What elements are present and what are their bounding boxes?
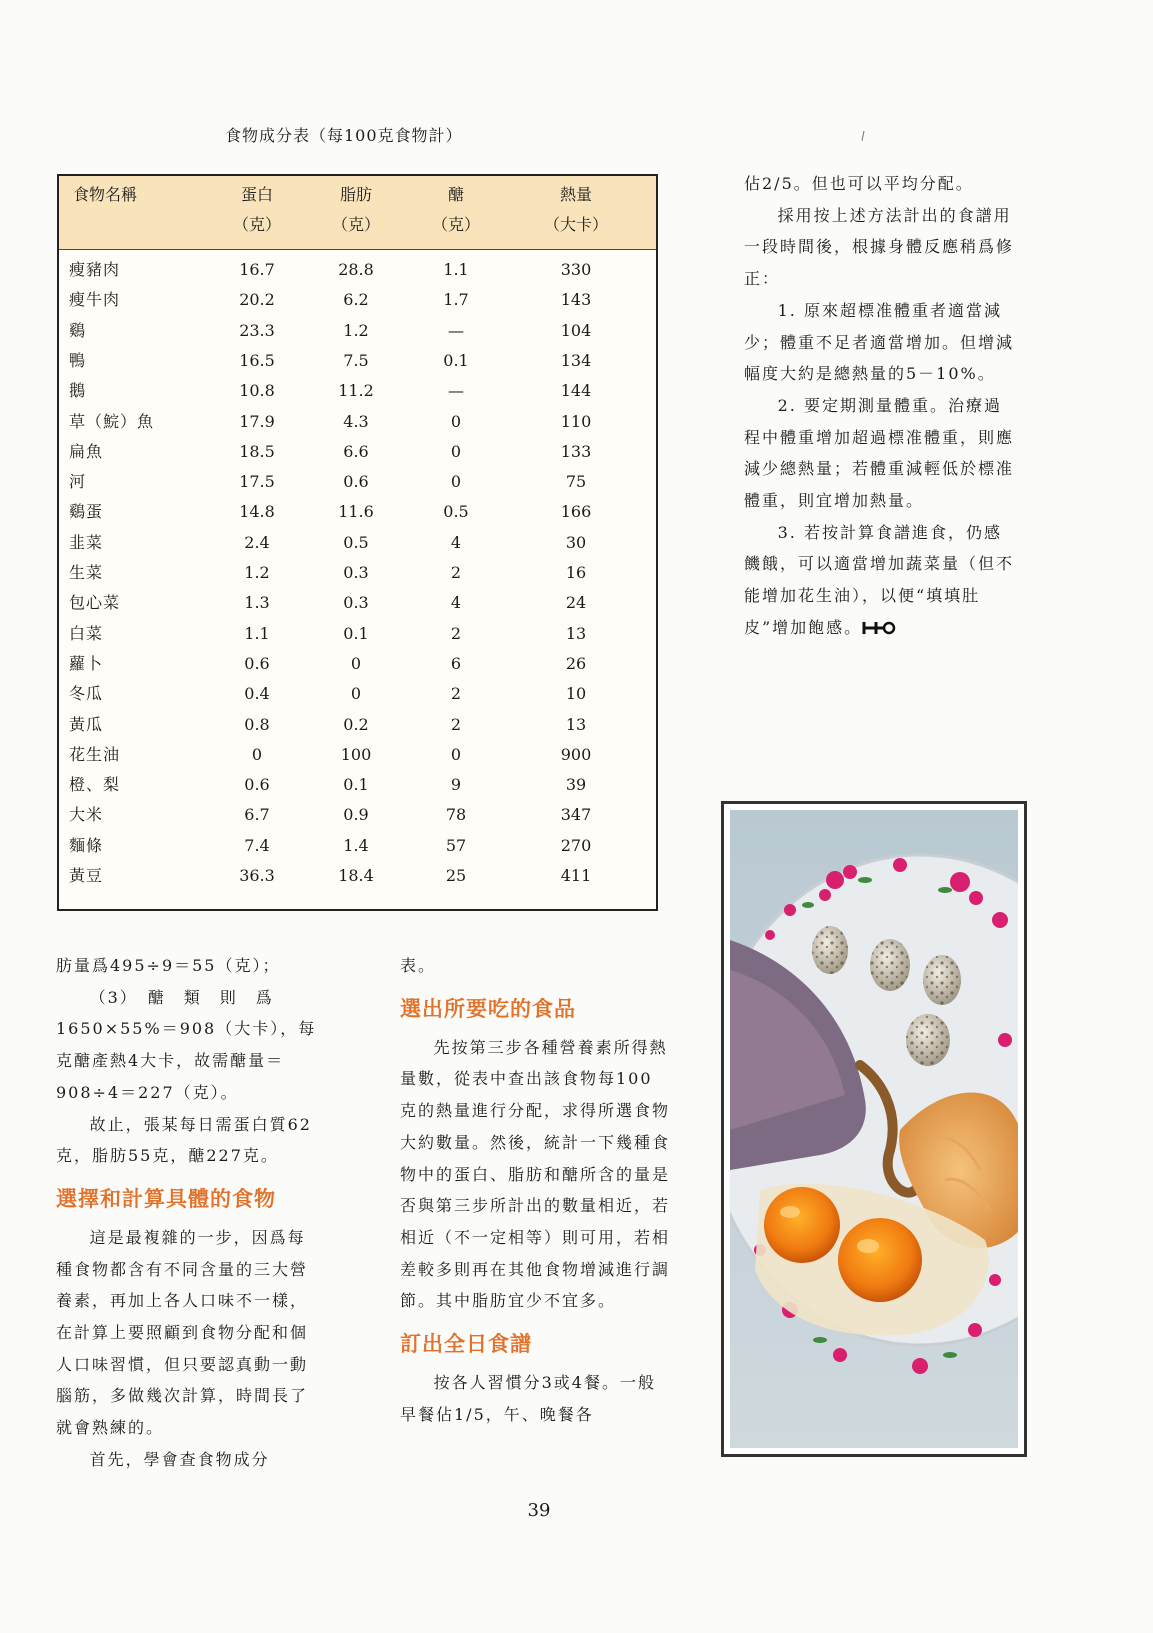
calories-cell: 39 [565,775,587,795]
food-name-cell: 包心菜 [69,593,121,613]
header-protein-label: 蛋白 [240,185,273,204]
protein-cell: 17.9 [239,411,275,431]
page-number: 39 [527,1500,551,1521]
table-row [59,587,656,619]
end-of-article-icon [862,620,896,636]
fat-cell: 0.3 [343,563,369,582]
food-name-cell: 鵝 [69,381,87,401]
header-fat [313,180,399,240]
calories-cell: 110 [560,411,592,431]
fat-cell: 0.1 [343,623,369,643]
fat-cell: 28.8 [338,260,374,279]
food-name-cell: 鷄蛋 [69,502,104,522]
paragraph: 2. 要定期測量體重。治療過程中體重增加超過標准體重，則應減少總熱量；若體重減輕低於標准體重，則宜增加熱量。 [744,395,1015,511]
paragraph: （3） 醣 類 則 爲1650×55%＝908（大卡），每克醣產熱4大卡，故需醣量＝908÷4＝227（克）。 [56,987,317,1102]
calories-cell: 270 [560,835,592,855]
food-name-cell: 黃瓜 [69,714,104,734]
food-photo [721,801,1027,1457]
section-heading: 選出所要吃的食品 [400,996,576,1021]
food-name-cell: 橙、梨 [69,775,121,795]
table-row [59,830,656,862]
calories-cell: 143 [560,290,592,310]
table-row [59,284,656,316]
sugar-cell: — [448,381,464,401]
fat-cell: 0 [350,653,362,673]
protein-cell: 0 [251,744,263,764]
table-row [59,436,656,468]
fat-cell: 11.6 [338,502,374,522]
calories-cell: 13 [565,623,587,643]
table-row [59,466,656,498]
paragraph: 肪量爲495÷9＝55（克）； [56,956,281,975]
fat-cell: 6.2 [343,290,369,310]
calories-cell: 411 [560,866,592,885]
fat-cell: 11.2 [338,381,374,401]
stray-mark-icon [860,130,866,142]
calories-cell: 75 [565,472,587,492]
fat-cell: 6.6 [343,441,369,461]
header-fat-label: 脂肪 [339,185,372,204]
sugar-cell: 2 [450,563,462,582]
food-name-cell: 黃豆 [69,866,104,885]
sugar-cell: 0 [450,411,462,431]
calories-cell: 10 [565,684,587,704]
paragraph: 故止，張某每日需蛋白質62克，脂肪55克，醣227克。 [56,1114,312,1166]
protein-cell: 7.4 [244,835,270,855]
calories-cell: 144 [560,381,592,401]
food-name-cell: 花生油 [69,744,121,764]
paragraph: 這是最複雜的一步，因爲每種食物都含有不同含量的三大營養素，再加上各人口味不一樣，在計算上要照顧到食物分配和個人口味習慣，但只要認真動一動腦筋，多做幾次計算，時間長了就會熟練的。 [56,1227,309,1438]
paragraph: 1. 原來超標准體重者適當減少；體重不足者適當增加。但增減幅度大約是總熱量的5－10%。 [744,300,1015,384]
calories-cell: 30 [565,532,587,552]
food-name-cell: 鷄 [69,320,87,340]
protein-cell: 16.7 [239,260,275,279]
table-row [59,315,656,347]
sugar-cell: 4 [450,593,462,613]
sugar-cell: — [448,320,464,340]
section-heading: 訂出全日食譜 [400,1332,532,1357]
sugar-cell: 6 [450,653,462,673]
paragraph: 按各人習慣分3或4餐。一般早餐佔1/5，午、晚餐各 [400,1373,656,1424]
fat-cell: 1.4 [343,835,369,855]
food-name-cell: 扁魚 [69,441,104,461]
fat-cell: 0.6 [343,472,369,492]
sugar-cell: 4 [450,532,462,552]
sugar-cell: 0 [450,441,462,461]
header-calories [521,180,631,240]
table-row [59,709,656,741]
header-fat-unit: （克） [331,215,380,234]
text-column-right [744,168,1018,644]
food-name-cell: 鴨 [69,350,87,370]
header-protein-unit: （克） [232,215,281,234]
food-name-cell: 河 [69,472,87,492]
sugar-cell: 25 [445,866,467,885]
table-row [59,618,656,650]
protein-cell: 0.4 [244,684,270,704]
calories-cell: 16 [565,563,587,582]
sugar-cell: 0 [450,472,462,492]
food-plate-illustration [730,810,1018,1448]
table-row [59,375,656,407]
header-calories-unit: （大卡） [543,215,608,234]
fat-cell: 18.4 [338,866,374,885]
sugar-cell: 57 [445,835,467,855]
table-row [59,739,656,771]
protein-cell: 20.2 [239,290,275,310]
calories-cell: 24 [565,593,587,613]
fat-cell: 4.3 [343,411,369,431]
protein-cell: 10.8 [239,381,275,401]
paragraph: 佔2/5。但也可以平均分配。 [744,174,974,193]
food-name-cell: 韭菜 [69,532,104,552]
fat-cell: 0 [350,684,362,704]
header-sugar [413,180,499,240]
sugar-cell: 1.1 [443,260,469,279]
fat-cell: 0.1 [343,775,369,795]
fat-cell: 0.9 [343,805,369,825]
paragraph-with-end-mark [744,517,1018,644]
text-column-left [56,950,321,1476]
fat-cell: 0.2 [343,714,369,734]
calories-cell: 900 [560,744,592,764]
protein-cell: 1.2 [244,563,270,582]
sugar-cell: 0.5 [443,502,469,522]
protein-cell: 1.1 [244,623,270,643]
protein-cell: 23.3 [239,320,275,340]
food-composition-table [57,174,658,911]
sugar-cell: 2 [450,623,462,643]
fat-cell: 1.2 [343,320,369,340]
calories-cell: 134 [560,350,592,370]
table-row [59,345,656,377]
protein-cell: 36.3 [239,866,275,885]
table-row [59,648,656,680]
table-row [59,799,656,831]
header-food-name: 食物名稱 [73,185,138,204]
protein-cell: 6.7 [244,805,270,825]
fat-cell: 7.5 [343,350,369,370]
table-row [59,678,656,710]
food-name-cell: 瘦牛肉 [69,290,121,310]
food-name-cell: 麵條 [69,835,104,855]
header-calories-label: 熱量 [559,185,592,204]
text-column-middle [400,950,670,1430]
table-row [59,769,656,801]
calories-cell: 104 [560,320,592,340]
sugar-cell: 2 [450,684,462,704]
protein-cell: 16.5 [239,350,275,370]
sugar-cell: 78 [445,805,467,825]
calories-cell: 347 [560,805,592,825]
calories-cell: 166 [560,502,592,522]
protein-cell: 0.8 [244,714,270,734]
calories-cell: 330 [560,260,592,279]
food-name-cell: 冬瓜 [69,684,104,704]
protein-cell: 14.8 [239,502,275,522]
paragraph: 表。 [400,956,437,975]
food-name-cell: 白菜 [69,623,104,643]
table-row [59,527,656,559]
paragraph: 先按第三步各種營養素所得熱量數，從表中查出該食物每100克的熱量進行分配，求得所選食物大約數量。然後，統計一下幾種食物中的蛋白、脂肪和醣所含的量是否與第三步所計出的數量相近，若相近（不一定相等）則可用，若相差較多則再在其他食物增減進行調節。其中脂肪宜少不宜多。 [400,1037,671,1311]
table-row [59,860,656,892]
calories-cell: 26 [565,653,587,673]
header-protein [214,180,300,240]
calories-cell: 13 [565,714,587,734]
section-heading: 選擇和計算具體的食物 [56,1186,276,1211]
paragraph: 首先，學會查食物成分 [89,1449,270,1469]
food-name-cell: 草（鯇）魚 [69,411,155,431]
food-name-cell: 大米 [69,805,104,825]
sugar-cell: 0 [450,744,462,764]
protein-cell: 0.6 [244,775,270,795]
food-name-cell: 瘦豬肉 [69,260,121,279]
fat-cell: 0.5 [343,532,369,552]
protein-cell: 17.5 [239,472,275,492]
sugar-cell: 2 [450,714,462,734]
protein-cell: 0.6 [244,653,270,673]
sugar-cell: 9 [450,775,462,795]
protein-cell: 1.3 [244,593,270,613]
protein-cell: 2.4 [244,532,270,552]
table-row [59,406,656,438]
sugar-cell: 0.1 [443,350,469,370]
calories-cell: 133 [560,441,592,461]
table-title: 食物成分表（每100克食物計） [225,126,463,145]
fat-cell: 100 [340,744,372,764]
fat-cell: 0.3 [343,593,369,613]
food-name-cell: 蘿卜 [69,653,104,673]
paragraph-text: 3. 若按計算食譜進食，仍感饑餓，可以適當增加蔬菜量（但不能增加花生油），以便“填填肚皮”增加飽感。 [744,522,1015,637]
sugar-cell: 1.7 [443,290,469,310]
paragraph: 採用按上述方法計出的食譜用一段時間後，根據身體反應稍爲修正： [744,205,1015,289]
header-sugar-unit: （克） [431,215,480,234]
table-row [59,496,656,528]
food-name-cell: 生菜 [69,563,104,582]
protein-cell: 18.5 [239,441,275,461]
table-row [59,557,656,589]
table-row [59,254,656,286]
table-header-row [59,176,656,250]
header-sugar-label: 醣 [447,185,464,204]
